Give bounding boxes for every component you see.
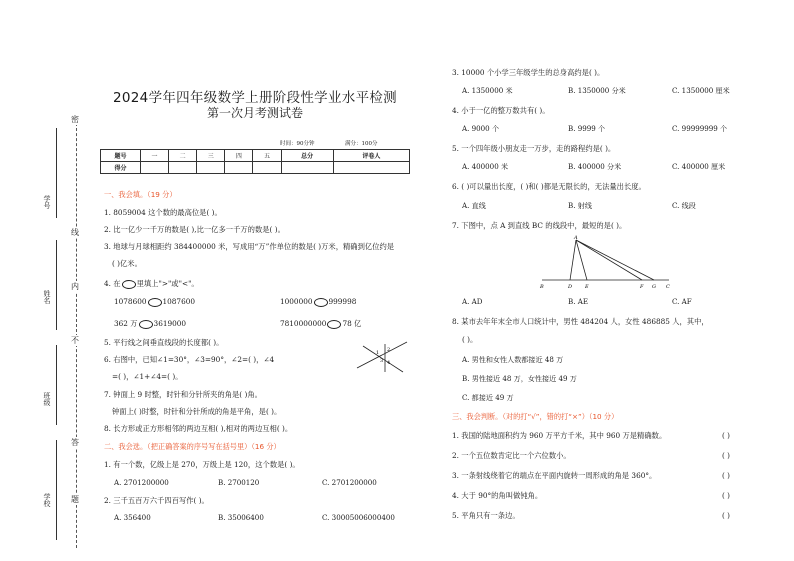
- s1-q2: 2. 比一亿少一千万的数是( ),比一亿多一千万的数是( )。: [104, 225, 285, 234]
- s2-q2-opt-b[interactable]: B. 35006400: [218, 513, 264, 522]
- class-label: 班级: [43, 392, 51, 406]
- s2-q8-opt-a[interactable]: A. 男性和女性人数都接近 48 万: [462, 355, 564, 364]
- score-table-header-cell: 总分: [281, 150, 333, 162]
- s2-q6-opt-a[interactable]: A. 直线: [462, 201, 486, 210]
- s2-q6-opt-b[interactable]: B. 射线: [568, 201, 592, 210]
- segment-ag: [576, 240, 654, 280]
- school-label: 学校: [43, 493, 51, 507]
- s2-q3-opt-b[interactable]: B. 1350000 分米: [568, 86, 626, 95]
- compare-right: 3619000: [153, 319, 187, 328]
- score-cell[interactable]: [169, 162, 197, 174]
- section3-title: 三、我会判断。（对的打“√”，错的打“×”）（10 分）: [452, 412, 619, 421]
- score-cell[interactable]: [225, 162, 253, 174]
- segment-af: [576, 240, 642, 280]
- compare-left: 7810000000: [280, 319, 327, 328]
- s2-q2-opt-c[interactable]: C. 30005006000400: [322, 513, 395, 522]
- s1-q8: 8. 长方形或正方形相邻的两边互相( ),相对的两边互相( )。: [104, 424, 293, 433]
- seal-char: 题: [71, 495, 79, 504]
- exam-subtitle: 第一次月考测试卷: [206, 106, 303, 120]
- s3-q2: 2. 一个五位数肯定比一个六位数小。: [452, 451, 571, 460]
- s2-q2: 2. 三千五百万六千四百写作( )。: [104, 496, 209, 505]
- seal-char: 不: [71, 336, 79, 345]
- score-table-header-cell: 评卷人: [333, 150, 409, 162]
- score-table-score-row: [101, 162, 410, 174]
- point-label: A: [574, 235, 578, 241]
- score-table: [100, 149, 410, 174]
- score-table-header-cell: 题号: [101, 150, 141, 162]
- exam-title: 2024学年四年级数学上册阶段性学业水平检测: [113, 90, 397, 106]
- s1-q5: 5. 平行线之间垂直线段的长度都( )。: [104, 338, 224, 347]
- score-table-header-row: [101, 150, 410, 162]
- s1-q1: 1. 8059004 这个数的最高位是( )。: [104, 208, 222, 217]
- s2-q8: 8. 某市去年年末全市人口统计中，男性 484204 人，女性 486885 人，其中，: [452, 317, 709, 326]
- s2-q6-opt-c[interactable]: C. 线段: [672, 201, 696, 210]
- s1-q4-suffix: 里填上">"或"<"。: [136, 279, 199, 288]
- binding-strip: [0, 0, 92, 561]
- angle-line-a: [357, 342, 407, 368]
- name-fill-line[interactable]: [56, 240, 57, 330]
- point-label: C: [666, 284, 670, 290]
- score-table-header-cell: 五: [253, 150, 281, 162]
- right-column: [450, 0, 770, 561]
- seal-char: 线: [71, 228, 79, 237]
- s2-q1: 1. 有一个数，亿级上是 270，万级上是 120，这个数是( )。: [104, 460, 300, 469]
- s2-q4-opt-c[interactable]: C. 99999999 个: [672, 124, 728, 133]
- s2-q5-opt-c[interactable]: C. 400000 厘米: [672, 162, 726, 171]
- answer-paren[interactable]: ( ): [722, 511, 730, 520]
- compare-row-2b: [280, 319, 361, 329]
- point-label: G: [652, 284, 656, 290]
- s1-q6: 6. 右图中，已知∠1=30°，∠3=90°，∠2=( )，∠4: [104, 355, 275, 364]
- answer-paren[interactable]: ( ): [722, 431, 730, 440]
- compare-right: 999998: [328, 297, 357, 306]
- s1-q3-cont: ( )亿米。: [112, 259, 142, 268]
- class-fill-line[interactable]: [56, 345, 57, 425]
- student-id-fill-line[interactable]: [56, 128, 57, 218]
- compare-left: 1000000: [280, 297, 313, 306]
- compare-oval: [122, 280, 136, 289]
- left-column: [100, 0, 410, 561]
- s2-q7-opt-c[interactable]: C. AF: [672, 297, 692, 306]
- score-table-header-cell: 四: [225, 150, 253, 162]
- s2-q7-opt-a[interactable]: A. AD: [462, 297, 483, 306]
- s3-q5: 5. 平角只有一条边。: [452, 511, 520, 520]
- score-table-header-cell: 二: [169, 150, 197, 162]
- s2-q3-opt-c[interactable]: C. 1350000 厘米: [672, 86, 730, 95]
- answer-paren[interactable]: ( ): [722, 471, 730, 480]
- s2-q8-cont: ( )。: [462, 335, 478, 344]
- s2-q1-opt-c[interactable]: C. 2701200000: [322, 478, 377, 487]
- angle-label: 2: [387, 347, 391, 353]
- s2-q7: 7. 下图中，点 A 到直线 BC 的线段中，最短的是( )。: [452, 221, 627, 230]
- answer-paren[interactable]: ( ): [722, 451, 730, 460]
- point-label: E: [585, 284, 589, 290]
- score-cell[interactable]: [281, 162, 333, 174]
- s2-q6: 6. ( )可以量出长度，( )和( )都是无限长的，无法量出长度。: [452, 182, 646, 191]
- angle-label: 4: [387, 360, 391, 366]
- segment-ad: [570, 240, 576, 280]
- compare-left: 362 万: [114, 319, 138, 328]
- s1-q7: 7. 钟面上 9 时整，时针和分针所夹的角是( )角。: [104, 390, 262, 399]
- s2-q1-opt-a[interactable]: A. 2701200000: [114, 478, 169, 487]
- s2-q3: 3. 10000 个小学三年级学生的总身高约是( )。: [452, 68, 605, 77]
- score-cell[interactable]: [333, 162, 409, 174]
- seal-char: 密: [71, 115, 79, 124]
- s2-q5: 5. 一个四年级小朋友走一万步，走的路程约是( )。: [452, 144, 616, 153]
- school-fill-line[interactable]: [56, 440, 57, 540]
- s2-q4-opt-a[interactable]: A. 9000 个: [462, 124, 500, 133]
- answer-paren[interactable]: ( ): [722, 491, 730, 500]
- compare-row-1b: [280, 297, 356, 307]
- s1-q4: [104, 279, 199, 289]
- student-id-label: 学号: [43, 195, 51, 209]
- s1-q6-cont: =( )，∠1+∠4=( )。: [112, 372, 183, 381]
- section1-title: 一、我会填。（19 分）: [104, 190, 177, 199]
- point-label: F: [640, 284, 644, 290]
- s2-q1-opt-b[interactable]: B. 2700120: [218, 478, 260, 487]
- compare-oval[interactable]: [148, 298, 162, 307]
- s2-q8-opt-b[interactable]: B. 男性接近 48 万，女性接近 49 万: [462, 374, 577, 383]
- section2-title: 二、我会选。（把正确答案的序号写在括号里）（16 分）: [104, 442, 281, 451]
- compare-oval[interactable]: [327, 320, 341, 329]
- s1-q4-prefix: 4. 在: [104, 279, 121, 288]
- q7-figure: [538, 236, 673, 292]
- exam-full-score: 满分：100分: [345, 141, 378, 147]
- compare-oval[interactable]: [314, 298, 328, 307]
- compare-right: 1087600: [162, 297, 195, 306]
- s3-q4: 4. 大于 90°的角叫做钝角。: [452, 491, 543, 500]
- point-label: B: [540, 284, 544, 290]
- s2-q4-opt-b[interactable]: B. 9999 个: [568, 124, 606, 133]
- angle-label: 3: [380, 358, 384, 364]
- compare-left: 1078600: [114, 297, 147, 306]
- s2-q3-opt-a[interactable]: A. 1350000 米: [462, 86, 513, 95]
- seal-char: 内: [71, 282, 79, 291]
- s2-q8-opt-c[interactable]: C. 都接近 49 万: [462, 393, 514, 402]
- s1-q7-cont: 钟面上( )时整，时针和分针所成的角是平角，是( )。: [112, 407, 282, 416]
- score-cell[interactable]: [141, 162, 169, 174]
- s3-q1: 1. 我国的陆地面积约为 960 万平方千米，其中 960 万是精确数。: [452, 431, 667, 440]
- seal-char: 答: [71, 438, 79, 447]
- compare-row-2a: [114, 319, 186, 329]
- score-table-row-label: 得分: [101, 162, 141, 174]
- s2-q7-opt-b[interactable]: B. AE: [568, 297, 589, 306]
- name-label: 姓名: [43, 290, 51, 304]
- s2-q5-opt-b[interactable]: B. 400000 分米: [568, 162, 622, 171]
- exam-time: 时间：90分钟: [280, 141, 315, 147]
- s2-q5-opt-a[interactable]: A. 400000 米: [462, 162, 509, 171]
- s3-q3: 3. 一条射线绕着它的端点在平面内旋转一周形成的角是 360°。: [452, 471, 657, 480]
- angle-figure: [355, 340, 410, 374]
- angle-label: 1: [376, 350, 380, 356]
- s2-q4: 4. 小于一亿的整万数共有( )。: [452, 106, 550, 115]
- score-table-header-cell: 一: [141, 150, 169, 162]
- fold-line: [76, 118, 77, 548]
- point-label: D: [568, 284, 573, 290]
- score-table-header-cell: 三: [197, 150, 225, 162]
- score-cell[interactable]: [197, 162, 225, 174]
- compare-oval[interactable]: [139, 320, 153, 329]
- compare-row-1a: [114, 297, 195, 307]
- s2-q2-opt-a[interactable]: A. 356400: [114, 513, 151, 522]
- compare-right: 78 亿: [342, 319, 362, 328]
- score-cell[interactable]: [253, 162, 281, 174]
- s1-q3: 3. 地球与月球相距约 384400000 米，写成用“万”作单位的数是( )万米，精确到亿位约是: [104, 242, 395, 251]
